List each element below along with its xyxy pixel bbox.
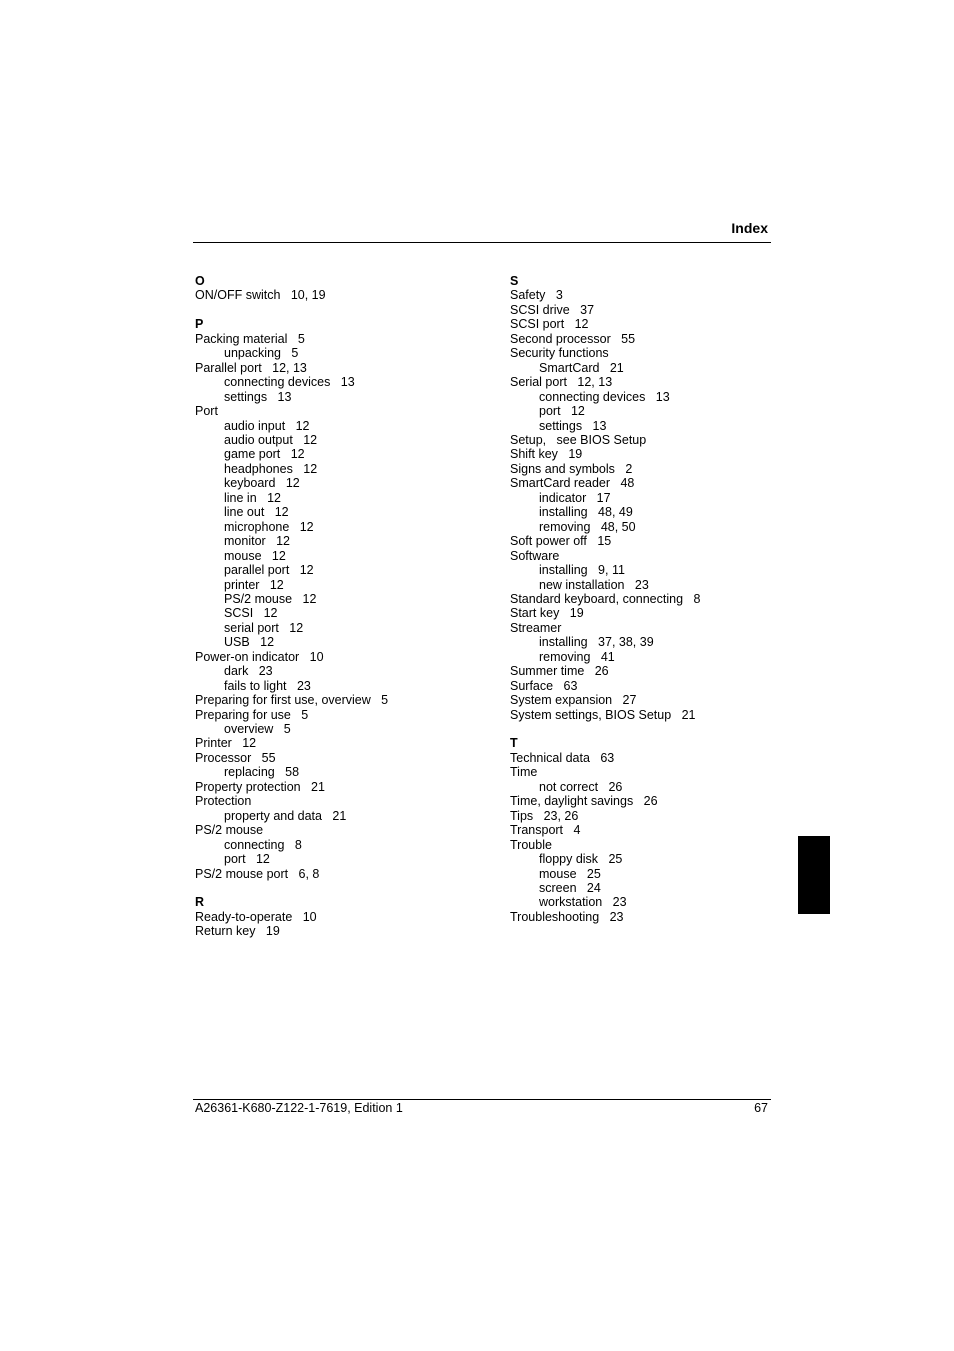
- index-column-left: [195, 274, 495, 939]
- index-entry: Setup, see BIOS Setup: [510, 432, 647, 447]
- index-subentry: line out 12: [224, 505, 289, 520]
- index-entry: PS/2 mouse: [195, 823, 264, 838]
- index-entry: Summer time 26: [510, 664, 609, 679]
- index-entry: Standard keyboard, connecting 8: [510, 591, 701, 606]
- index-subentry: microphone 12: [224, 519, 314, 534]
- index-entry: Printer 12: [195, 736, 257, 751]
- index-subentry: keyboard 12: [224, 476, 300, 491]
- index-subentry: dark 23: [224, 664, 273, 679]
- index-entry: Time: [510, 765, 538, 780]
- index-subentry: new installation 23: [539, 577, 649, 592]
- index-entry: Safety 3: [510, 288, 563, 303]
- index-subentry: PS/2 mouse 12: [224, 591, 317, 606]
- index-entry: Time, daylight savings 26: [510, 794, 658, 809]
- index-entry: Property protection 21: [195, 779, 325, 794]
- header-rule: [193, 242, 771, 243]
- index-entry: Start key 19: [510, 606, 584, 621]
- index-entry: Preparing for first use, overview 5: [195, 693, 389, 708]
- index-entry: Shift key 19: [510, 447, 583, 462]
- footer-doc-id: A26361-K680-Z122-1-7619, Edition 1: [195, 1101, 403, 1115]
- index-subentry: headphones 12: [224, 461, 318, 476]
- index-subentry: port 12: [224, 852, 270, 867]
- index-letter-heading: R: [195, 895, 205, 910]
- index-letter-heading: O: [195, 274, 205, 288]
- index-entry: Processor 55: [195, 750, 276, 765]
- index-subentry: property and data 21: [224, 808, 347, 823]
- index-entry: Soft power off 15: [510, 534, 612, 549]
- index-subentry: mouse 25: [539, 866, 601, 881]
- footer-page-number: 67: [754, 1101, 768, 1115]
- index-subentry: printer 12: [224, 577, 284, 592]
- index-subentry: USB 12: [224, 635, 275, 650]
- index-subentry: mouse 12: [224, 548, 286, 563]
- index-entry: Port: [195, 404, 218, 419]
- index-subentry: screen 24: [539, 881, 601, 896]
- index-subentry: SCSI 12: [224, 606, 278, 621]
- index-subentry: game port 12: [224, 447, 305, 462]
- index-gap: [195, 303, 495, 317]
- index-subentry: floppy disk 25: [539, 852, 623, 867]
- index-subentry: removing 48, 50: [539, 519, 636, 534]
- index-subentry: settings 13: [224, 389, 292, 404]
- index-entry: PS/2 mouse port 6, 8: [195, 866, 320, 881]
- index-subentry: serial port 12: [224, 620, 304, 635]
- index-subentry: connecting devices 13: [224, 375, 355, 390]
- index-letter-heading: P: [195, 317, 204, 332]
- index-subentry: installing 9, 11: [539, 563, 625, 578]
- index-entry: SmartCard reader 48: [510, 476, 635, 491]
- index-entry: Technical data 63: [510, 750, 615, 765]
- index-gap: [195, 881, 495, 895]
- index-subentry: connecting devices 13: [539, 389, 670, 404]
- index-subentry: SmartCard 21: [539, 360, 624, 375]
- index-entry: Transport 4: [510, 823, 581, 838]
- index-entry: Ready-to-operate 10: [195, 909, 317, 924]
- index-subentry: port 12: [539, 404, 585, 419]
- index-subentry: not correct 26: [539, 779, 623, 794]
- section-tab-marker: [798, 836, 830, 914]
- index-subentry: unpacking 5: [224, 346, 299, 361]
- index-subentry: workstation 23: [539, 895, 627, 910]
- index-entry: Security functions: [510, 346, 609, 361]
- index-letter-heading: S: [510, 274, 519, 288]
- index-subentry: fails to light 23: [224, 678, 311, 693]
- index-entry: Power-on indicator 10: [195, 649, 324, 664]
- index-subentry: audio output 12: [224, 432, 318, 447]
- index-entry: System expansion 27: [510, 693, 637, 708]
- index-subentry: installing 48, 49: [539, 505, 633, 520]
- index-subentry: settings 13: [539, 418, 607, 433]
- index-entry: Streamer: [510, 620, 562, 635]
- index-entry: Packing material 5: [195, 331, 305, 346]
- index-subentry: connecting 8: [224, 837, 302, 852]
- index-entry: Parallel port 12, 13: [195, 360, 307, 375]
- index-entry: Serial port 12, 13: [510, 375, 613, 390]
- index-subentry: line in 12: [224, 490, 281, 505]
- index-letter-heading: T: [510, 736, 518, 751]
- index-subentry: installing 37, 38, 39: [539, 635, 654, 650]
- index-subentry: removing 41: [539, 649, 615, 664]
- index-entry: Preparing for use 5: [195, 707, 309, 722]
- index-gap: [510, 722, 790, 736]
- index-subentry: overview 5: [224, 722, 291, 737]
- index-entry: Protection: [195, 794, 252, 809]
- index-entry: Trouble: [510, 837, 552, 852]
- index-entry: SCSI drive 37: [510, 302, 595, 317]
- index-subentry: audio input 12: [224, 418, 310, 433]
- index-subentry: monitor 12: [224, 534, 291, 549]
- index-subentry: indicator 17: [539, 490, 611, 505]
- index-subentry: parallel port 12: [224, 563, 314, 578]
- index-entry: Return key 19: [195, 924, 280, 939]
- footer-rule: [193, 1099, 771, 1100]
- index-entry: System settings, BIOS Setup 21: [510, 707, 696, 722]
- index-column-right: [510, 274, 790, 924]
- index-entry: SCSI port 12: [510, 317, 589, 332]
- index-entry: ON/OFF switch 10, 19: [195, 288, 326, 303]
- index-entry: Troubleshooting 23: [510, 909, 624, 924]
- index-entry: Tips 23, 26: [510, 808, 579, 823]
- index-entry: Second processor 55: [510, 331, 636, 346]
- index-entry: Signs and symbols 2: [510, 461, 633, 476]
- page-header-title: Index: [731, 220, 768, 236]
- index-subentry: replacing 58: [224, 765, 300, 780]
- index-entry: Software: [510, 548, 560, 563]
- index-entry: Surface 63: [510, 678, 578, 693]
